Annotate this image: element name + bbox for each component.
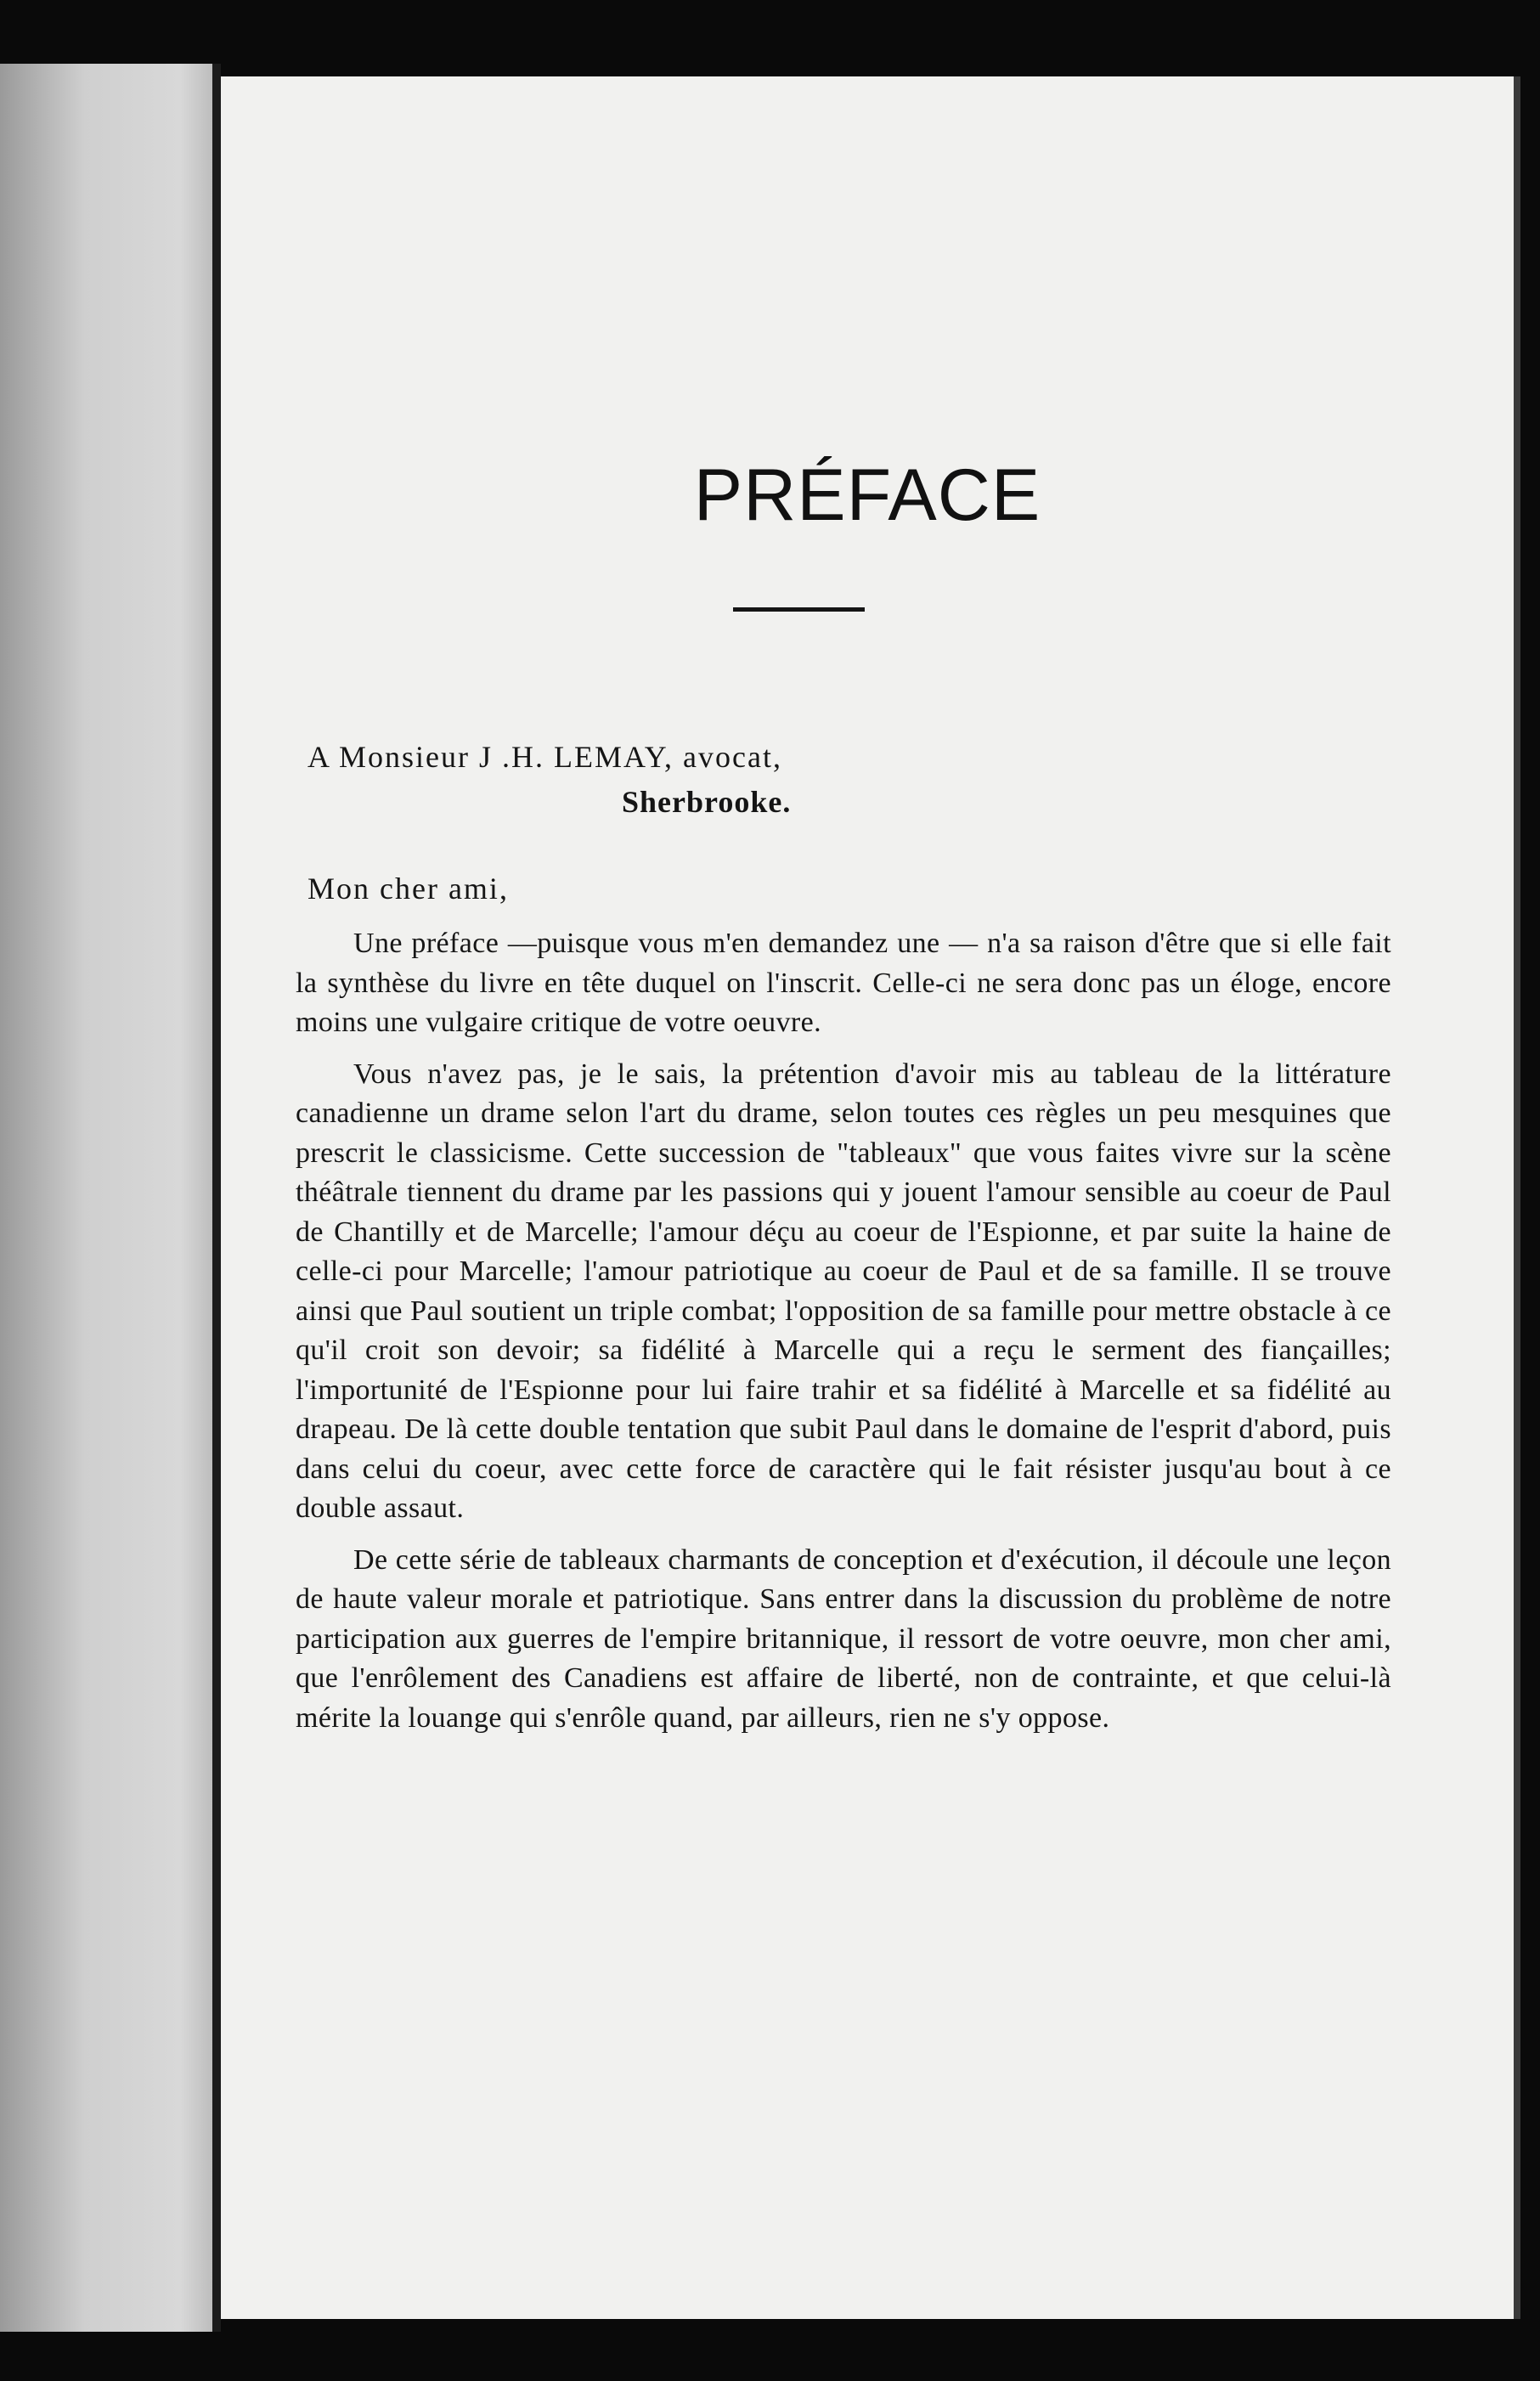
addressee-line: A Monsieur J .H. LEMAY, avocat, [307,740,782,774]
book-page [221,76,1520,2319]
page-title: PRÉFACE [693,454,1041,536]
book-gutter [212,64,221,2332]
paragraph: Une préface —puisque vous m'en demandez une — n'a sa raison d'être que si elle fait la synthèse du livre en tête duquel on l'inscrit. Celle-ci ne sera donc pas un éloge, encore moins une vulgaire critique de votre oeuvre. [296,928,1391,1038]
title-divider [733,607,865,612]
paragraph: De cette série de tableaux charmants de conception et d'exécution, il découle une leçon de haute valeur morale et patriotique. Sans entrer dans la discussion du problème de notre participation aux guerres de l'empire britannique, il ressort de votre oeuvre, mon cher ami, que l'enrôlement des Canadiens est affaire de liberté, non de contrainte, et que celui-là mérite la louange qui s'enrôle quand, par ailleurs, rien ne s'y oppose. [296,1543,1391,1734]
preface-body [296,924,1391,1750]
addressee-city: Sherbrooke. [622,785,792,819]
left-page-edge [0,64,212,2332]
salutation: Mon cher ami, [307,872,509,906]
paragraph: Vous n'avez pas, je le sais, la prétention d'avoir mis au tableau de la littérature canadienne un drame selon l'art du drame, selon toutes ces règles un peu mesquines que prescrit le classicisme. Cette succession de "tableaux" que vous faites vivre sur la scène théâtrale tiennent du drame par les passions qui y jouent l'amour sensible au coeur de Paul de Chantilly et de Marcelle; l'amour déçu au coeur de l'Espionne, et par suite la haine de celle-ci pour Marcelle; l'amour patriotique au coeur de Paul et de sa famille. Il se trouve ainsi que Paul soutient un triple combat; l'opposition de sa famille pour mettre obstacle à ce qu'il croit son devoir; sa fidélité à Marcelle qui a reçu le serment des fiançailles; l'importunité de l'Espionne pour lui faire trahir et sa fidélité à Marcelle et sa fidélité au drapeau. De là cette double tentation que subit Paul dans le domaine de l'esprit d'abord, puis dans celui du coeur, avec cette force de caractère qui le fait résister jusqu'au bout à ce double assaut. [296,1058,1391,1524]
